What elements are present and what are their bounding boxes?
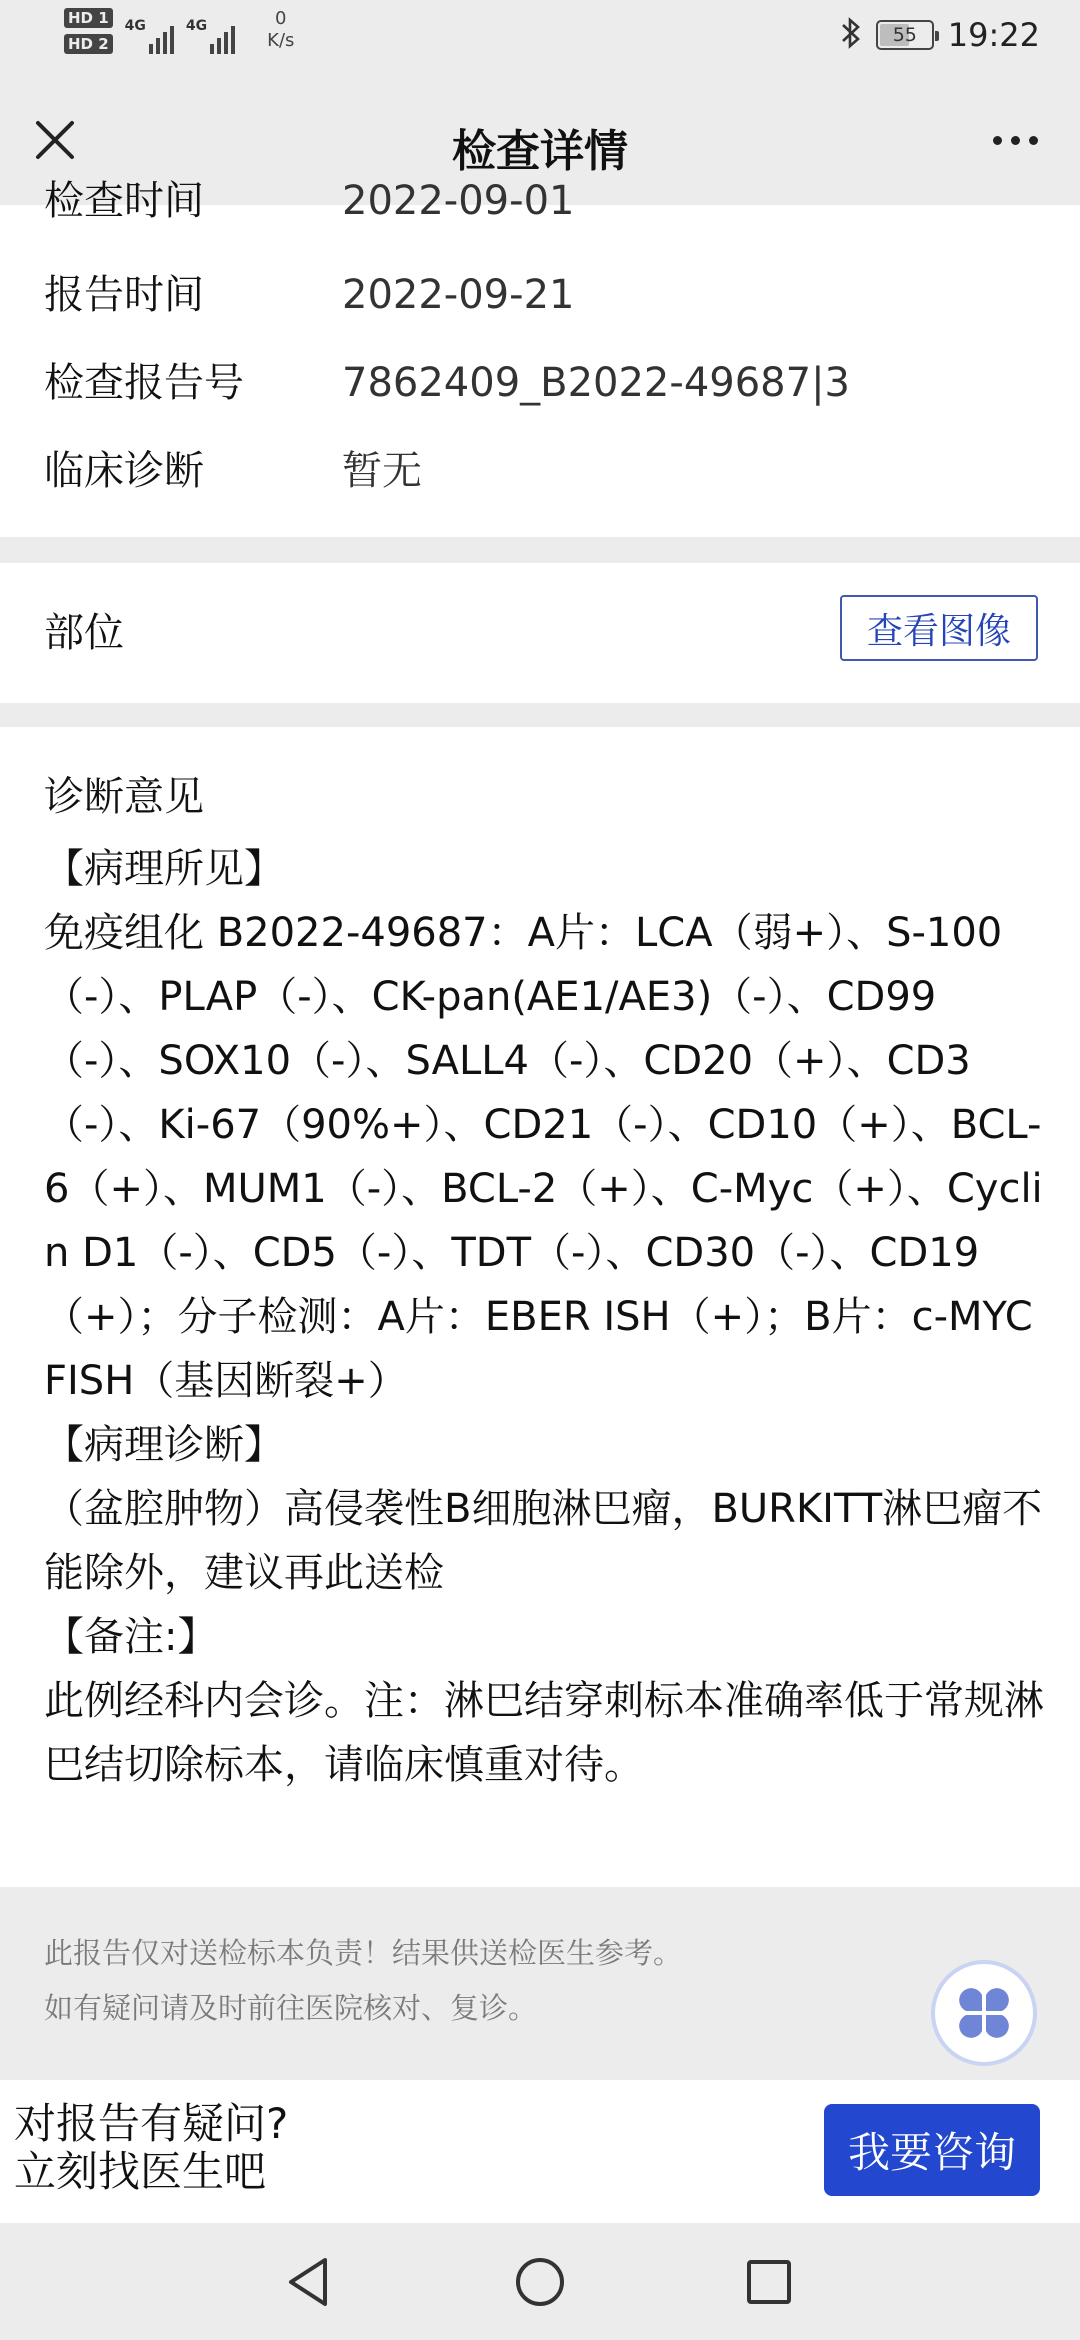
status-bar	[0, 0, 1080, 75]
info-row-clinical-diagnosis	[44, 439, 422, 496]
report-disclaimer	[44, 1926, 682, 2036]
diagnosis-title: 诊断意见	[44, 774, 204, 820]
remarks-text: 此例经科内会诊。注：淋巴结穿刺标本准确率低于常规淋巴结切除标本，请临床慎重对待。	[44, 1678, 1044, 1788]
info-value: 2022-09-01	[342, 178, 575, 224]
consult-button[interactable]: 我要咨询	[824, 2104, 1040, 2196]
disclaimer-line-1: 此报告仅对送检标本负责！结果供送检医生参考。	[44, 1936, 683, 1970]
home-button[interactable]	[513, 2255, 567, 2309]
diagnosis-card	[0, 727, 1080, 1887]
network-type-2: 4G	[185, 18, 208, 34]
hd-indicators	[64, 8, 113, 54]
info-label: 检查时间	[44, 178, 204, 224]
consult-prompt-line-1: 对报告有疑问?	[14, 2099, 289, 2148]
floating-menu-button[interactable]	[931, 1960, 1037, 2066]
back-button[interactable]	[282, 2255, 336, 2309]
bluetooth-icon	[840, 16, 862, 54]
info-value: 7862409_B2022-49687|3	[342, 360, 850, 406]
clover-icon	[952, 1981, 1016, 2045]
pathology-diagnosis-title: 【病理诊断】	[44, 1422, 284, 1468]
info-label: 检查报告号	[44, 360, 244, 406]
network-speed-unit: K/s	[267, 30, 295, 51]
more-dot-icon	[1011, 136, 1020, 145]
info-label: 报告时间	[44, 272, 204, 318]
info-row-exam-time	[44, 169, 574, 226]
clock: 19:22	[947, 16, 1040, 54]
consult-bar	[0, 2080, 1080, 2223]
info-value: 暂无	[342, 448, 422, 494]
hd1-badge: HD 1	[64, 8, 113, 28]
recents-square-icon	[745, 2258, 793, 2306]
info-row-report-time	[44, 263, 574, 320]
battery-icon	[876, 20, 934, 50]
more-options-button[interactable]	[980, 115, 1050, 165]
recents-button[interactable]	[742, 2255, 796, 2309]
home-circle-icon	[514, 2256, 566, 2308]
report-info-card	[0, 178, 1080, 537]
remarks-title: 【备注:】	[44, 1614, 218, 1660]
signal-1-icon	[125, 14, 174, 54]
view-image-button[interactable]: 查看图像	[840, 595, 1038, 661]
battery-level: 55	[892, 24, 917, 46]
page-title: 检查详情	[452, 126, 628, 177]
back-triangle-icon	[285, 2256, 333, 2308]
pathology-findings-title: 【病理所见】	[44, 846, 284, 892]
network-type-1: 4G	[124, 18, 146, 34]
system-navigation-bar	[0, 2223, 1080, 2340]
network-speed-value: 0	[275, 8, 287, 29]
info-row-report-number	[44, 351, 850, 408]
hd2-badge: HD 2	[64, 34, 113, 54]
more-dot-icon	[1029, 136, 1038, 145]
diagnosis-body	[44, 837, 1044, 1797]
pathology-diagnosis-text: （盆腔肿物）高侵袭性B细胞淋巴瘤，BURKITT淋巴瘤不能除外，建议再此送检	[44, 1486, 1043, 1596]
info-value: 2022-09-21	[342, 272, 575, 318]
status-bar-right	[840, 16, 1040, 54]
body-part-card	[0, 563, 1080, 703]
more-dot-icon	[993, 136, 1002, 145]
signal-2-icon	[186, 14, 235, 54]
pathology-findings-text: 免疫组化 B2022-49687：A片：LCA（弱+）、S-100（-）、PLAP（-）、CK-pan(AE1/AE3)（-）、CD99（-）、SOX10（-）、SALL4（-）、CD20（+）、CD3（-）、Ki-67（90%+）、CD21（-）、CD10（+）、BCL-6（+）、MUM1（-）、BCL-2（+）、C-Myc（+）、Cyclin D1（-）、CD5（-）、TDT（-）、CD30（-）、CD19（+）；分子检测：A片：EBER ISH（+）；B片：c-MYC FISH（基因断裂+）	[44, 910, 1043, 1404]
consult-prompt	[14, 2100, 288, 2196]
disclaimer-line-2: 如有疑问请及时前往医院核对、复诊。	[44, 1991, 538, 2025]
network-speed	[267, 8, 294, 52]
status-bar-left	[64, 8, 294, 54]
consult-prompt-line-2: 立刻找医生吧	[14, 2147, 267, 2196]
body-part-label: 部位	[44, 610, 124, 656]
info-label: 临床诊断	[44, 448, 204, 494]
